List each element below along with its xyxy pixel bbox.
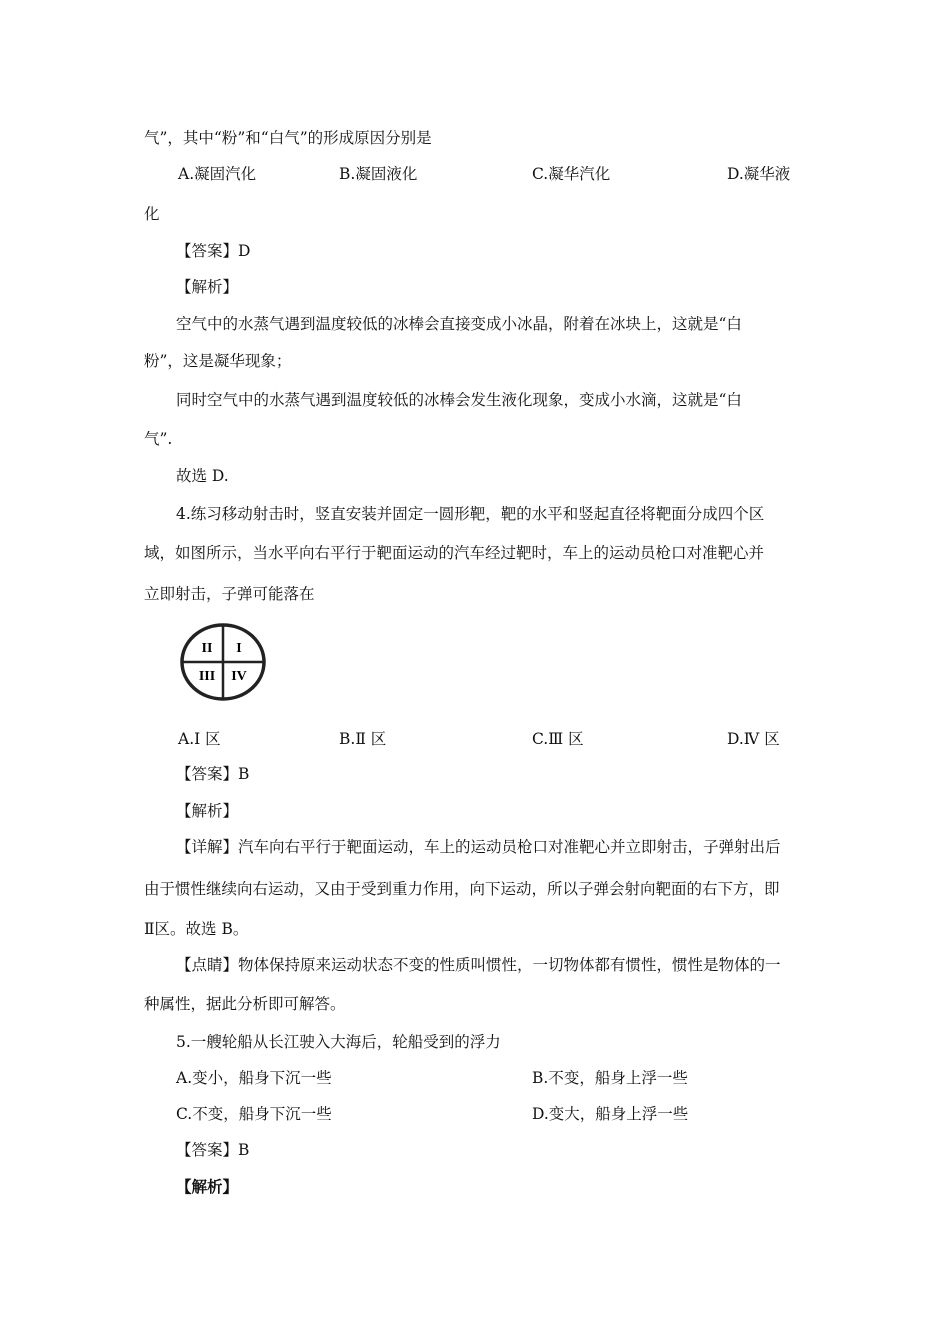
q5-option-b: B.不变，船身上浮一些 xyxy=(532,1069,688,1087)
q3-analysis-line-5: 故选 D. xyxy=(176,467,229,485)
q4-analysis-label: 【解析】 xyxy=(176,802,239,820)
q3-option-a: A.凝固汽化 xyxy=(178,165,257,183)
q3-stem-tail: 气”，其中“粉”和“白气”的形成原因分别是 xyxy=(144,129,432,147)
q3-option-c: C.凝华汽化 xyxy=(532,165,611,183)
q4-option-c: C.Ⅲ 区 xyxy=(532,730,584,748)
q5-option-d: D.变大，船身上浮一些 xyxy=(532,1105,689,1123)
q4-option-b: B.Ⅱ 区 xyxy=(339,730,387,748)
quadrant-label-ii: II xyxy=(201,641,213,656)
q3-option-wrap: 化 xyxy=(144,205,160,223)
q3-analysis-label: 【解析】 xyxy=(176,278,239,296)
target-figure xyxy=(179,622,267,702)
q5-option-c: C.不变，船身下沉一些 xyxy=(176,1105,332,1123)
q4-detail-line-3: Ⅱ区。故选 B。 xyxy=(144,920,249,938)
q4-detail-line-1: 【详解】汽车向右平行于靶面运动，车上的运动员枪口对准靶心并立即射击，子弹射出后 xyxy=(176,838,781,856)
quadrant-label-iii: III xyxy=(198,669,216,684)
q3-analysis-line-4: 气”. xyxy=(144,430,173,448)
quadrant-label-i: I xyxy=(236,641,242,656)
q4-stem-line-2: 域，如图所示，当水平向右平行于靶面运动的汽车经过靶时，车上的运动员枪口对准靶心并 xyxy=(144,544,765,562)
q5-analysis-label: 【解析】 xyxy=(176,1177,239,1196)
q5-option-a: A.变小，船身下沉一些 xyxy=(176,1069,332,1087)
q5-answer: 【答案】B xyxy=(176,1141,250,1159)
quadrant-label-iv: IV xyxy=(231,669,247,684)
q3-analysis-line-2: 粉”，这是凝华现象； xyxy=(144,352,292,370)
q4-stem-line-1: 4.练习移动射击时，竖直安装并固定一圆形靶，靶的水平和竖起直径将靶面分成四个区 xyxy=(176,505,765,523)
q4-stem-line-3: 立即射击，子弹可能落在 xyxy=(144,585,315,603)
q4-option-a: A.Ⅰ 区 xyxy=(178,730,221,748)
q4-tip-line-2: 种属性，据此分析即可解答。 xyxy=(144,995,346,1013)
q3-option-d: D.凝华液 xyxy=(727,165,791,183)
q3-analysis-line-1: 空气中的水蒸气遇到温度较低的冰棒会直接变成小冰晶，附着在冰块上，这就是“白 xyxy=(176,315,742,333)
q4-option-d: D.Ⅳ 区 xyxy=(727,730,780,748)
q4-tip-line-1: 【点睛】物体保持原来运动状态不变的性质叫惯性，一切物体都有惯性，惯性是物体的一 xyxy=(176,956,781,974)
q3-option-b: B.凝固液化 xyxy=(339,165,418,183)
q3-answer: 【答案】D xyxy=(176,242,251,260)
q5-stem: 5.一艘轮船从长江驶入大海后，轮船受到的浮力 xyxy=(176,1033,501,1051)
q3-analysis-line-3: 同时空气中的水蒸气遇到温度较低的冰棒会发生液化现象，变成小水滴，这就是“白 xyxy=(176,391,742,409)
q4-answer: 【答案】B xyxy=(176,765,250,783)
q4-detail-line-2: 由于惯性继续向右运动，又由于受到重力作用，向下运动，所以子弹会射向靶面的右下方，即 xyxy=(144,880,780,898)
